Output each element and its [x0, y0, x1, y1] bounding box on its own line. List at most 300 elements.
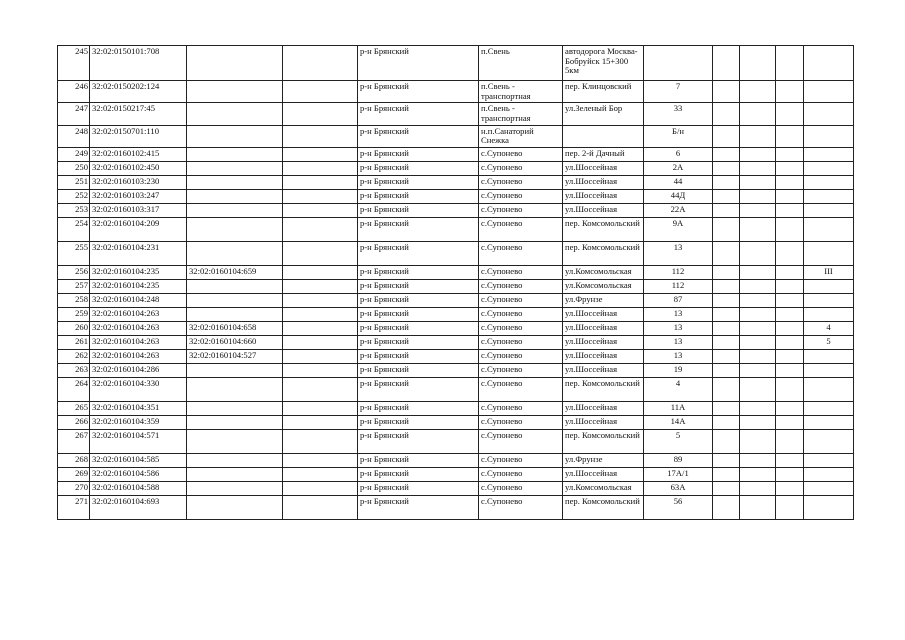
related-cadastral-number — [187, 495, 283, 519]
district: р-н Брянский — [358, 293, 479, 307]
empty-cell — [713, 161, 740, 175]
cadastral-number: 32:02:0160104:235 — [90, 279, 187, 293]
related-cadastral-number — [187, 147, 283, 161]
street: ул.Зеленый Бор — [563, 103, 644, 125]
empty-cell — [283, 103, 358, 125]
empty-cell — [283, 363, 358, 377]
empty-cell — [740, 203, 776, 217]
street: ул.Шоссейная — [563, 401, 644, 415]
row-number: 267 — [58, 429, 90, 453]
locality: с.Супонево — [479, 453, 563, 467]
street: ул.Шоссейная — [563, 175, 644, 189]
row-number: 262 — [58, 349, 90, 363]
related-cadastral-number — [187, 429, 283, 453]
empty-cell — [740, 363, 776, 377]
related-cadastral-number — [187, 161, 283, 175]
cadastral-number: 32:02:0150701:110 — [90, 125, 187, 147]
empty-cell — [740, 241, 776, 265]
locality: с.Супонево — [479, 203, 563, 217]
cadastral-number: 32:02:0160104:263 — [90, 307, 187, 321]
empty-cell — [740, 307, 776, 321]
extra-number — [804, 429, 854, 453]
empty-cell — [740, 321, 776, 335]
cadastral-number: 32:02:0160104:586 — [90, 467, 187, 481]
extra-number — [804, 349, 854, 363]
empty-cell — [713, 241, 740, 265]
empty-cell — [283, 241, 358, 265]
empty-cell — [740, 81, 776, 103]
extra-number — [804, 241, 854, 265]
row-number: 266 — [58, 415, 90, 429]
empty-cell — [283, 265, 358, 279]
row-number: 254 — [58, 217, 90, 241]
empty-cell — [776, 103, 804, 125]
empty-cell — [283, 279, 358, 293]
empty-cell — [713, 189, 740, 203]
empty-cell — [740, 453, 776, 467]
row-number: 271 — [58, 495, 90, 519]
district: р-н Брянский — [358, 349, 479, 363]
street — [563, 125, 644, 147]
empty-cell — [283, 125, 358, 147]
empty-cell — [713, 363, 740, 377]
related-cadastral-number — [187, 81, 283, 103]
district: р-н Брянский — [358, 103, 479, 125]
street: ул.Комсомольская — [563, 279, 644, 293]
street: ул.Шоссейная — [563, 415, 644, 429]
district: р-н Брянский — [358, 46, 479, 81]
row-number: 269 — [58, 467, 90, 481]
locality: п.Свень - транспортная — [479, 103, 563, 125]
related-cadastral-number — [187, 189, 283, 203]
district: р-н Брянский — [358, 335, 479, 349]
empty-cell — [283, 495, 358, 519]
extra-number: 5 — [804, 335, 854, 349]
empty-cell — [776, 46, 804, 81]
empty-cell — [713, 377, 740, 401]
cadastral-number: 32:02:0160104:359 — [90, 415, 187, 429]
table-row — [58, 495, 854, 519]
row-number: 259 — [58, 307, 90, 321]
extra-number — [804, 467, 854, 481]
empty-cell — [776, 203, 804, 217]
row-number: 270 — [58, 481, 90, 495]
empty-cell — [713, 335, 740, 349]
district: р-н Брянский — [358, 429, 479, 453]
extra-number — [804, 415, 854, 429]
empty-cell — [776, 321, 804, 335]
table-row — [58, 125, 854, 147]
empty-cell — [713, 453, 740, 467]
cadastral-number: 32:02:0160104:286 — [90, 363, 187, 377]
extra-number — [804, 363, 854, 377]
related-cadastral-number — [187, 103, 283, 125]
related-cadastral-number — [187, 453, 283, 467]
table-row — [58, 415, 854, 429]
house-number — [644, 46, 713, 81]
extra-number — [804, 401, 854, 415]
cadastral-number: 32:02:0160104:571 — [90, 429, 187, 453]
house-number: 44 — [644, 175, 713, 189]
cadastral-number: 32:02:0160104:209 — [90, 217, 187, 241]
street: ул.Шоссейная — [563, 349, 644, 363]
empty-cell — [776, 147, 804, 161]
empty-cell — [740, 175, 776, 189]
table-row — [58, 307, 854, 321]
empty-cell — [740, 293, 776, 307]
row-number: 250 — [58, 161, 90, 175]
empty-cell — [713, 175, 740, 189]
house-number: 9А — [644, 217, 713, 241]
empty-cell — [283, 189, 358, 203]
cadastral-number: 32:02:0150202:124 — [90, 81, 187, 103]
empty-cell — [713, 265, 740, 279]
house-number: 56 — [644, 495, 713, 519]
street: ул.Комсомольская — [563, 481, 644, 495]
related-cadastral-number — [187, 241, 283, 265]
house-number: 17А/1 — [644, 467, 713, 481]
row-number: 249 — [58, 147, 90, 161]
cadastral-number: 32:02:0150101:708 — [90, 46, 187, 81]
extra-number — [804, 175, 854, 189]
row-number: 264 — [58, 377, 90, 401]
empty-cell — [283, 401, 358, 415]
house-number: 2А — [644, 161, 713, 175]
locality: с.Супонево — [479, 467, 563, 481]
empty-cell — [740, 46, 776, 81]
house-number: 63А — [644, 481, 713, 495]
house-number: 19 — [644, 363, 713, 377]
empty-cell — [740, 217, 776, 241]
empty-cell — [283, 46, 358, 81]
empty-cell — [283, 307, 358, 321]
empty-cell — [740, 349, 776, 363]
house-number: 13 — [644, 307, 713, 321]
table-row — [58, 429, 854, 453]
district: р-н Брянский — [358, 265, 479, 279]
empty-cell — [283, 415, 358, 429]
house-number: 5 — [644, 429, 713, 453]
house-number: 13 — [644, 349, 713, 363]
extra-number — [804, 125, 854, 147]
empty-cell — [740, 279, 776, 293]
table-row — [58, 189, 854, 203]
house-number: 4 — [644, 377, 713, 401]
district: р-н Брянский — [358, 481, 479, 495]
empty-cell — [776, 161, 804, 175]
street: автодорога Москва-Бобруйск 15+300 5км — [563, 46, 644, 81]
locality: с.Супонево — [479, 415, 563, 429]
street: ул.Фрунзе — [563, 293, 644, 307]
street: ул.Комсомольская — [563, 265, 644, 279]
empty-cell — [713, 81, 740, 103]
related-cadastral-number — [187, 46, 283, 81]
empty-cell — [713, 279, 740, 293]
empty-cell — [713, 217, 740, 241]
empty-cell — [776, 307, 804, 321]
empty-cell — [713, 429, 740, 453]
table-row — [58, 481, 854, 495]
row-number: 246 — [58, 81, 90, 103]
empty-cell — [740, 467, 776, 481]
street: ул.Шоссейная — [563, 203, 644, 217]
cadastral-number: 32:02:0160103:247 — [90, 189, 187, 203]
extra-number — [804, 481, 854, 495]
empty-cell — [283, 467, 358, 481]
related-cadastral-number — [187, 175, 283, 189]
table-row — [58, 467, 854, 481]
empty-cell — [283, 453, 358, 467]
related-cadastral-number — [187, 125, 283, 147]
empty-cell — [740, 415, 776, 429]
locality: с.Супонево — [479, 429, 563, 453]
row-number: 256 — [58, 265, 90, 279]
empty-cell — [283, 481, 358, 495]
empty-cell — [713, 481, 740, 495]
empty-cell — [776, 175, 804, 189]
extra-number — [804, 46, 854, 81]
table-row — [58, 265, 854, 279]
empty-cell — [713, 147, 740, 161]
locality: с.Супонево — [479, 293, 563, 307]
locality: н.п.Санаторий Снежка — [479, 125, 563, 147]
house-number: 22А — [644, 203, 713, 217]
street: ул.Шоссейная — [563, 161, 644, 175]
empty-cell — [776, 335, 804, 349]
row-number: 268 — [58, 453, 90, 467]
empty-cell — [740, 401, 776, 415]
empty-cell — [713, 103, 740, 125]
row-number: 257 — [58, 279, 90, 293]
empty-cell — [740, 495, 776, 519]
empty-cell — [283, 203, 358, 217]
row-number: 253 — [58, 203, 90, 217]
locality: с.Супонево — [479, 401, 563, 415]
empty-cell — [776, 481, 804, 495]
table-row — [58, 293, 854, 307]
row-number: 261 — [58, 335, 90, 349]
table-row — [58, 161, 854, 175]
district: р-н Брянский — [358, 453, 479, 467]
row-number: 245 — [58, 46, 90, 81]
empty-cell — [740, 103, 776, 125]
locality: с.Супонево — [479, 495, 563, 519]
extra-number — [804, 81, 854, 103]
row-number: 255 — [58, 241, 90, 265]
street: пер. Клинцовский — [563, 81, 644, 103]
locality: с.Супонево — [479, 307, 563, 321]
related-cadastral-number — [187, 467, 283, 481]
locality: с.Супонево — [479, 349, 563, 363]
empty-cell — [713, 467, 740, 481]
locality: с.Супонево — [479, 189, 563, 203]
street: ул.Шоссейная — [563, 335, 644, 349]
empty-cell — [713, 401, 740, 415]
empty-cell — [283, 377, 358, 401]
extra-number — [804, 453, 854, 467]
empty-cell — [713, 495, 740, 519]
extra-number — [804, 279, 854, 293]
extra-number — [804, 147, 854, 161]
street: пер. Комсомольский — [563, 241, 644, 265]
district: р-н Брянский — [358, 377, 479, 401]
house-number: 44Д — [644, 189, 713, 203]
locality: с.Супонево — [479, 161, 563, 175]
cadastral-number: 32:02:0160104:263 — [90, 335, 187, 349]
locality: п.Свень - транспортная — [479, 81, 563, 103]
related-cadastral-number — [187, 279, 283, 293]
street: ул.Фрунзе — [563, 453, 644, 467]
extra-number: 4 — [804, 321, 854, 335]
table-row — [58, 453, 854, 467]
empty-cell — [713, 415, 740, 429]
street: ул.Шоссейная — [563, 307, 644, 321]
cadastral-number: 32:02:0160104:231 — [90, 241, 187, 265]
empty-cell — [740, 161, 776, 175]
empty-cell — [776, 453, 804, 467]
empty-cell — [740, 377, 776, 401]
table-row — [58, 46, 854, 81]
district: р-н Брянский — [358, 495, 479, 519]
district: р-н Брянский — [358, 415, 479, 429]
locality: с.Супонево — [479, 241, 563, 265]
table-row — [58, 203, 854, 217]
street: ул.Шоссейная — [563, 321, 644, 335]
cadastral-number: 32:02:0160103:317 — [90, 203, 187, 217]
district: р-н Брянский — [358, 217, 479, 241]
street: пер. Комсомольский — [563, 429, 644, 453]
cadastral-number: 32:02:0160104:330 — [90, 377, 187, 401]
district: р-н Брянский — [358, 467, 479, 481]
locality: с.Супонево — [479, 217, 563, 241]
row-number: 260 — [58, 321, 90, 335]
empty-cell — [283, 147, 358, 161]
house-number: 87 — [644, 293, 713, 307]
empty-cell — [713, 307, 740, 321]
empty-cell — [283, 293, 358, 307]
district: р-н Брянский — [358, 147, 479, 161]
empty-cell — [776, 293, 804, 307]
empty-cell — [740, 335, 776, 349]
cadastral-number: 32:02:0160104:263 — [90, 349, 187, 363]
house-number: 13 — [644, 321, 713, 335]
district: р-н Брянский — [358, 307, 479, 321]
empty-cell — [283, 81, 358, 103]
empty-cell — [776, 363, 804, 377]
district: р-н Брянский — [358, 125, 479, 147]
house-number: 33 — [644, 103, 713, 125]
related-cadastral-number: 32:02:0160104:658 — [187, 321, 283, 335]
cadastral-number: 32:02:0160104:263 — [90, 321, 187, 335]
district: р-н Брянский — [358, 241, 479, 265]
table-row — [58, 279, 854, 293]
related-cadastral-number — [187, 217, 283, 241]
extra-number — [804, 377, 854, 401]
row-number: 247 — [58, 103, 90, 125]
district: р-н Брянский — [358, 161, 479, 175]
related-cadastral-number — [187, 363, 283, 377]
extra-number — [804, 203, 854, 217]
extra-number — [804, 103, 854, 125]
house-number: 6 — [644, 147, 713, 161]
empty-cell — [740, 429, 776, 453]
empty-cell — [776, 81, 804, 103]
empty-cell — [713, 125, 740, 147]
related-cadastral-number: 32:02:0160104:660 — [187, 335, 283, 349]
register-rows — [58, 46, 854, 520]
street: ул.Шоссейная — [563, 363, 644, 377]
related-cadastral-number — [187, 481, 283, 495]
house-number: 13 — [644, 335, 713, 349]
locality: с.Супонево — [479, 481, 563, 495]
cadastral-number: 32:02:0160104:248 — [90, 293, 187, 307]
empty-cell — [776, 241, 804, 265]
empty-cell — [713, 203, 740, 217]
house-number: 7 — [644, 81, 713, 103]
table-row — [58, 103, 854, 125]
empty-cell — [740, 147, 776, 161]
empty-cell — [740, 189, 776, 203]
empty-cell — [713, 293, 740, 307]
district: р-н Брянский — [358, 189, 479, 203]
district: р-н Брянский — [358, 175, 479, 189]
row-number: 258 — [58, 293, 90, 307]
locality: с.Супонево — [479, 175, 563, 189]
street: пер. Комсомольский — [563, 377, 644, 401]
extra-number — [804, 293, 854, 307]
empty-cell — [776, 349, 804, 363]
empty-cell — [283, 321, 358, 335]
cadastral-number: 32:02:0160103:230 — [90, 175, 187, 189]
house-number: 13 — [644, 241, 713, 265]
empty-cell — [776, 415, 804, 429]
cadastral-number: 32:02:0160102:415 — [90, 147, 187, 161]
empty-cell — [713, 349, 740, 363]
locality: с.Супонево — [479, 321, 563, 335]
empty-cell — [776, 217, 804, 241]
district: р-н Брянский — [358, 321, 479, 335]
row-number: 263 — [58, 363, 90, 377]
row-number: 265 — [58, 401, 90, 415]
row-number: 252 — [58, 189, 90, 203]
empty-cell — [283, 175, 358, 189]
extra-number — [804, 307, 854, 321]
street: ул.Шоссейная — [563, 467, 644, 481]
locality: с.Супонево — [479, 147, 563, 161]
empty-cell — [776, 467, 804, 481]
street: ул.Шоссейная — [563, 189, 644, 203]
table-row — [58, 81, 854, 103]
house-number: 89 — [644, 453, 713, 467]
empty-cell — [776, 279, 804, 293]
cadastral-number: 32:02:0160104:585 — [90, 453, 187, 467]
extra-number — [804, 217, 854, 241]
empty-cell — [283, 217, 358, 241]
empty-cell — [776, 495, 804, 519]
row-number: 251 — [58, 175, 90, 189]
related-cadastral-number — [187, 293, 283, 307]
empty-cell — [713, 46, 740, 81]
house-number: 112 — [644, 279, 713, 293]
cadastral-number: 32:02:0160102:450 — [90, 161, 187, 175]
table-row — [58, 147, 854, 161]
related-cadastral-number — [187, 401, 283, 415]
table-row — [58, 175, 854, 189]
house-number: 14А — [644, 415, 713, 429]
empty-cell — [740, 481, 776, 495]
locality: п.Свень — [479, 46, 563, 81]
locality: с.Супонево — [479, 279, 563, 293]
